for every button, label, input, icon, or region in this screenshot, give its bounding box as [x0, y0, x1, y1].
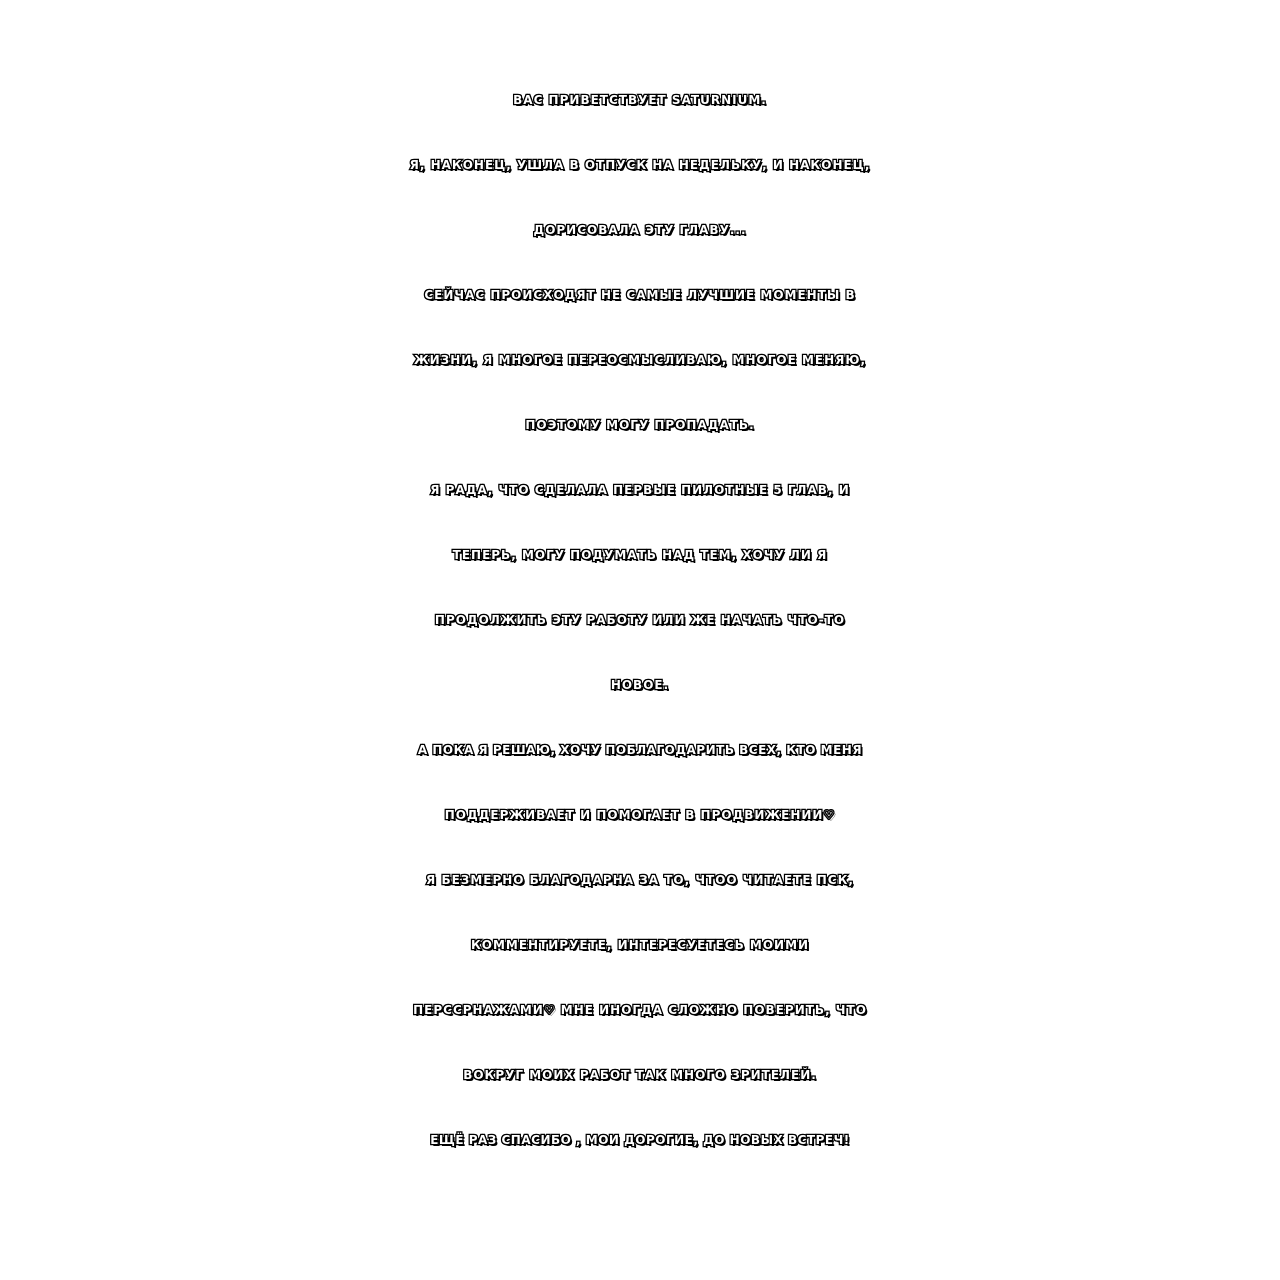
note-line-4: СЕЙЧАС ПРОИСХОДЯТ НЕ САМЫЕ ЛУЧШИЕ МОМЕНТЫ В — [424, 288, 856, 302]
note-line-16: ВОКРУГ МОИХ РАБОТ ТАК МНОГО ЗРИТЕЛЕЙ. — [463, 1068, 817, 1082]
note-line-12: ПОДДЕРЖИВАЕТ И ПОМОГАЕТ В ПРОДВИЖЕНИИ♡ — [444, 808, 836, 822]
note-line-7: Я РАДА, ЧТО СДЕЛАЛА ПЕРВЫЕ ПИЛОТНЫЕ 5 ГЛАВ, И — [430, 483, 850, 497]
note-line-5: ЖИЗНИ, Я МНОГОЕ ПЕРЕОСМЫСЛИВАЮ, МНОГОЕ МЕНЯЮ, — [413, 353, 867, 367]
note-line-13: Я БЕЗМЕРНО БЛАГОДАРНА ЗА ТО, ЧТОО ЧИТАЕТЕ ПСК, — [426, 873, 854, 887]
note-line-8: ТЕПЕРЬ, МОГУ ПОДУМАТЬ НАД ТЕМ, ХОЧУ ЛИ Я — [452, 548, 828, 562]
note-line-2: Я, НАКОНЕЦ, УШЛА В ОТПУСК НА НЕДЕЛЬКУ, И НАКОНЕЦ, — [409, 158, 871, 172]
note-line-14: КОММЕНТИРУЕТЕ, ИНТЕРЕСУЕТЕСЬ МОИМИ — [470, 938, 810, 952]
note-line-17: ЕЩЁ РАЗ СПАСИБО , МОИ ДОРОГИЕ, ДО НОВЫХ ВСТРЕЧ! — [430, 1133, 850, 1147]
author-note-text — [0, 68, 1280, 1173]
note-line-1: ВАС ПРИВЕТСТВУЕТ SATURNIUM. — [513, 93, 767, 107]
note-line-11: А ПОКА Я РЕШАЮ, ХОЧУ ПОБЛАГОДАРИТЬ ВСЕХ, КТО МЕНЯ — [417, 743, 863, 757]
note-line-9: ПРОДОЛЖИТЬ ЭТУ РАБОТУ ИЛИ ЖЕ НАЧАТЬ ЧТО-ТО — [434, 613, 846, 627]
note-line-3: ДОРИСОВАЛА ЭТУ ГЛАВУ... — [533, 223, 747, 237]
note-line-10: НОВОЕ. — [610, 678, 670, 692]
note-line-6: ПОЭТОМУ МОГУ ПРОПАДАТЬ. — [525, 418, 755, 432]
note-line-15: ПЕРССРНАЖАМИ♡ МНЕ ИНОГДА СЛОЖНО ПОВЕРИТЬ, ЧТО — [413, 1003, 867, 1017]
